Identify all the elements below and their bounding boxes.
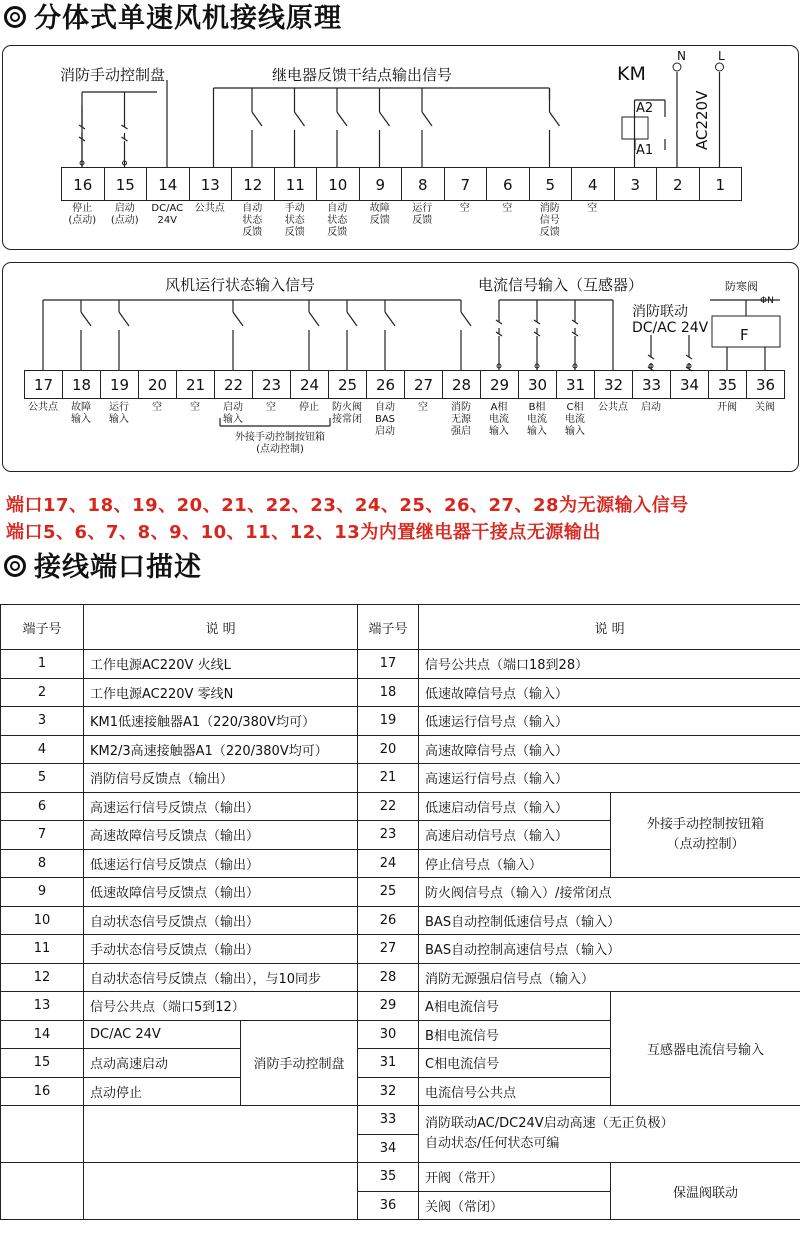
group-cell: 保温阀联动 bbox=[611, 1163, 800, 1220]
terminal-26: 26 bbox=[366, 370, 405, 399]
terminal-19-label: 运行 输入 bbox=[109, 402, 129, 425]
terminal-cell: 30 bbox=[358, 1020, 419, 1049]
terminal-7: 7 bbox=[444, 167, 488, 201]
terminal-16: 16 bbox=[61, 167, 105, 201]
terminal-cell: 34 bbox=[358, 1134, 419, 1163]
manual-panel-label: 消防手动控制盘 bbox=[60, 66, 166, 84]
description-cell: 低速故障信号点（输入） bbox=[419, 678, 800, 707]
description-cell: 信号公共点（端口18到28） bbox=[419, 650, 800, 679]
terminal-cell: 1 bbox=[1, 650, 84, 679]
header-desc-left: 说 明 bbox=[84, 605, 358, 650]
description-cell: BAS自动控制低速信号点（输入） bbox=[419, 906, 800, 935]
terminal-11-label: 手动 状态 反馈 bbox=[284, 203, 305, 238]
relay-contact bbox=[422, 112, 432, 126]
relay-contact bbox=[550, 112, 560, 126]
terminal-21: 21 bbox=[176, 370, 215, 399]
note-relay-outputs: 端口5、6、7、8、9、10、11、12、13为内置继电器干接点无源输出 bbox=[6, 522, 601, 543]
terminal-cell: 11 bbox=[1, 935, 84, 964]
input-contact bbox=[347, 312, 357, 326]
terminal-2: 2 bbox=[656, 167, 700, 201]
phi-n-label: ΦN bbox=[760, 296, 774, 306]
table-row bbox=[1, 906, 800, 935]
terminal-24: 24 bbox=[290, 370, 329, 399]
terminal-27: 27 bbox=[404, 370, 443, 399]
terminal-33-label: 启动 bbox=[641, 402, 661, 413]
section1-title: 分体式单速风机接线原理 bbox=[4, 2, 342, 36]
terminal-cell: 13 bbox=[1, 992, 84, 1021]
table-row bbox=[1, 992, 800, 1021]
n-label: N bbox=[677, 49, 686, 63]
terminal-cell: 32 bbox=[358, 1077, 419, 1106]
terminal-cell: 27 bbox=[358, 935, 419, 964]
section2-title: 接线端口描述 bbox=[4, 551, 202, 585]
terminal-17: 17 bbox=[24, 370, 63, 399]
terminal-21-label: 空 bbox=[190, 402, 200, 413]
terminal-10-label: 自动 状态 反馈 bbox=[327, 203, 348, 238]
current-input-label: 电流信号输入（互感器） bbox=[478, 276, 644, 294]
terminal-cell: 35 bbox=[358, 1163, 419, 1192]
terminal-cell: 4 bbox=[1, 735, 84, 764]
terminal-28-label: 消防 无源 强启 bbox=[451, 402, 471, 437]
description-cell: 手动状态信号反馈点（输出） bbox=[84, 935, 358, 964]
manual-button-box-label: 外接手动控制按钮箱 (点动控制) bbox=[235, 432, 325, 455]
description-cell: 点动停止 bbox=[84, 1077, 241, 1106]
f-box-label: F bbox=[740, 326, 749, 344]
terminal-cell: 22 bbox=[358, 792, 419, 821]
relay-contact bbox=[252, 112, 262, 126]
description-cell: 低速启动信号点（输入） bbox=[419, 792, 611, 821]
terminal-23: 23 bbox=[252, 370, 291, 399]
terminal-29: 29 bbox=[480, 370, 519, 399]
terminal-4: 4 bbox=[571, 167, 615, 201]
terminal-27-label: 空 bbox=[418, 402, 428, 413]
terminal-34: 34 bbox=[670, 370, 709, 399]
terminal-4-label: 空 bbox=[587, 203, 598, 214]
terminal-35-label: 开阀 bbox=[717, 402, 737, 413]
description-cell: 停止信号点（输入） bbox=[419, 849, 611, 878]
fire-voltage-label: DC/AC 24V bbox=[632, 320, 709, 336]
table-row bbox=[1, 678, 800, 707]
terminal-36: 36 bbox=[746, 370, 785, 399]
description-cell: 低速运行信号反馈点（输出） bbox=[84, 849, 358, 878]
terminal-cell: 23 bbox=[358, 821, 419, 850]
table-row bbox=[1, 764, 800, 793]
terminal-cell: 3 bbox=[1, 707, 84, 736]
relay-contact bbox=[337, 112, 347, 126]
terminal-cell: 25 bbox=[358, 878, 419, 907]
description-cell: DC/AC 24V bbox=[84, 1020, 241, 1049]
terminal-22: 22 bbox=[214, 370, 253, 399]
supply-terminal-icon bbox=[673, 63, 681, 71]
group-cell: 外接手动控制按钮箱 （点动控制） bbox=[611, 792, 800, 878]
empty-cell bbox=[1, 1106, 84, 1163]
terminal-cell: 5 bbox=[1, 764, 84, 793]
table-row bbox=[1, 650, 800, 679]
input-contact bbox=[81, 312, 91, 326]
terminal-36-label: 关阀 bbox=[755, 402, 775, 413]
table-row bbox=[1, 735, 800, 764]
terminal-18: 18 bbox=[62, 370, 101, 399]
terminal-cell: 9 bbox=[1, 878, 84, 907]
description-cell: 工作电源AC220V 火线L bbox=[84, 650, 358, 679]
fan-status-label: 风机运行状态输入信号 bbox=[165, 276, 316, 294]
terminal-1: 1 bbox=[699, 167, 743, 201]
terminal-13: 13 bbox=[189, 167, 233, 201]
terminal-cell: 36 bbox=[358, 1191, 419, 1220]
description-cell: 高速启动信号点（输入） bbox=[419, 821, 611, 850]
description-cell: A相电流信号 bbox=[419, 992, 611, 1021]
description-cell: 自动状态信号反馈点（输出） bbox=[84, 906, 358, 935]
terminal-8: 8 bbox=[401, 167, 445, 201]
description-cell: 高速故障信号反馈点（输出） bbox=[84, 821, 358, 850]
description-cell: 消防无源强启信号点（输入） bbox=[419, 963, 800, 992]
terminal-cell: 16 bbox=[1, 1077, 84, 1106]
description-cell: 低速运行信号点（输入） bbox=[419, 707, 800, 736]
table-row bbox=[1, 1106, 800, 1135]
terminal-25-label: 防火阀 接常闭 bbox=[332, 402, 362, 425]
terminal-16-label: 停止 (点动) bbox=[68, 203, 97, 226]
terminal-3: 3 bbox=[614, 167, 658, 201]
terminal-cell: 12 bbox=[1, 963, 84, 992]
terminal-cell: 21 bbox=[358, 764, 419, 793]
relay-contact bbox=[380, 112, 390, 126]
ac220v-label: AC220V bbox=[693, 90, 711, 150]
description-cell: 高速故障信号点（输入） bbox=[419, 735, 800, 764]
relay-output-label: 继电器反馈干结点输出信号 bbox=[272, 66, 453, 84]
terminal-15-label: 启动 (点动) bbox=[110, 203, 139, 226]
description-cell: 点动高速启动 bbox=[84, 1049, 241, 1078]
terminal-9-label: 故障 反馈 bbox=[369, 203, 390, 226]
terminal-cell: 6 bbox=[1, 792, 84, 821]
description-cell: 开阀（常开） bbox=[419, 1163, 611, 1192]
terminal-9: 9 bbox=[359, 167, 403, 201]
terminal-33: 33 bbox=[632, 370, 671, 399]
terminal-cell: 18 bbox=[358, 678, 419, 707]
header-desc-right: 说 明 bbox=[419, 605, 800, 650]
terminal-12: 12 bbox=[231, 167, 275, 201]
description-cell: 消防联动AC/DC24V启动高速（无正负极） 自动状态/任何状态可编 bbox=[419, 1106, 800, 1163]
terminal-30: 30 bbox=[518, 370, 557, 399]
description-cell: B相电流信号 bbox=[419, 1020, 611, 1049]
description-cell: 高速运行信号反馈点（输出） bbox=[84, 792, 358, 821]
terminal-cell: 19 bbox=[358, 707, 419, 736]
input-contact bbox=[119, 312, 129, 326]
table-row bbox=[1, 707, 800, 736]
terminal-cell: 2 bbox=[1, 678, 84, 707]
terminal-5: 5 bbox=[529, 167, 573, 201]
terminal-11: 11 bbox=[274, 167, 318, 201]
terminal-30-label: B相 电流 输入 bbox=[527, 402, 547, 437]
input-contact bbox=[233, 312, 243, 326]
terminal-cell: 26 bbox=[358, 906, 419, 935]
terminal-20: 20 bbox=[138, 370, 177, 399]
terminal-13-label: 公共点 bbox=[194, 203, 225, 214]
terminal-12-label: 自动 状态 反馈 bbox=[242, 203, 263, 238]
terminal-29-label: A相 电流 输入 bbox=[489, 402, 509, 437]
input-contact bbox=[461, 312, 471, 326]
fire-link-label: 消防联动 bbox=[632, 304, 688, 320]
description-cell: 低速故障信号反馈点（输出） bbox=[84, 878, 358, 907]
terminal-cell: 7 bbox=[1, 821, 84, 850]
description-cell: 防火阀信号点（输入）/接常闭点 bbox=[419, 878, 800, 907]
terminal-cell: 24 bbox=[358, 849, 419, 878]
table-row bbox=[1, 963, 800, 992]
terminal-cell: 10 bbox=[1, 906, 84, 935]
bullet-icon bbox=[4, 555, 26, 577]
description-cell: 高速运行信号点（输入） bbox=[419, 764, 800, 793]
terminal-14: 14 bbox=[146, 167, 190, 201]
terminal-35: 35 bbox=[708, 370, 747, 399]
wiring-lines bbox=[0, 0, 800, 480]
input-contact bbox=[385, 312, 395, 326]
description-cell: KM1低速接触器A1（220/380V均可） bbox=[84, 707, 358, 736]
terminal-24-label: 停止 bbox=[299, 402, 319, 413]
terminal-cell: 17 bbox=[358, 650, 419, 679]
input-contact bbox=[309, 312, 319, 326]
terminal-cell: 14 bbox=[1, 1020, 84, 1049]
terminal-20-label: 空 bbox=[152, 402, 162, 413]
description-cell: 关阀（常闭） bbox=[419, 1191, 611, 1220]
terminal-10: 10 bbox=[316, 167, 360, 201]
damper-actuator-icon bbox=[712, 316, 780, 347]
description-cell: 消防信号反馈点（输出） bbox=[84, 764, 358, 793]
terminal-18-label: 故障 输入 bbox=[71, 402, 91, 425]
terminal-cell: 31 bbox=[358, 1049, 419, 1078]
terminal-25: 25 bbox=[328, 370, 367, 399]
port-description-table bbox=[0, 604, 800, 1220]
terminal-32: 32 bbox=[594, 370, 633, 399]
terminal-23-label: 空 bbox=[266, 402, 276, 413]
description-cell: KM2/3高速接触器A1（220/380V均可） bbox=[84, 735, 358, 764]
group-cell: 消防手动控制盘 bbox=[241, 1020, 358, 1106]
note-passive-inputs: 端口17、18、19、20、21、22、23、24、25、26、27、28为无源输入信号 bbox=[6, 495, 689, 516]
description-cell: BAS自动控制高速信号点（输入） bbox=[419, 935, 800, 964]
terminal-cell: 28 bbox=[358, 963, 419, 992]
terminal-6: 6 bbox=[486, 167, 530, 201]
description-cell: 信号公共点（端口5到12） bbox=[84, 992, 358, 1021]
table-row bbox=[1, 935, 800, 964]
terminal-31: 31 bbox=[556, 370, 595, 399]
terminal-cell: 33 bbox=[358, 1106, 419, 1135]
terminal-31-label: C相 电流 输入 bbox=[565, 402, 585, 437]
terminal-8-label: 运行 反馈 bbox=[412, 203, 433, 226]
table-row bbox=[1, 878, 800, 907]
terminal-26-label: 自动 BAS 启动 bbox=[374, 402, 396, 437]
damper-label: 防寒阀 bbox=[725, 280, 758, 293]
terminal-32-label: 公共点 bbox=[598, 402, 628, 413]
description-cell: 电流信号公共点 bbox=[419, 1077, 611, 1106]
terminal-5-label: 消防 信号 反馈 bbox=[539, 203, 560, 238]
km-label: KM bbox=[617, 63, 646, 85]
terminal-19: 19 bbox=[100, 370, 139, 399]
l-label: L bbox=[718, 49, 725, 63]
empty-cell bbox=[84, 1106, 358, 1163]
a2-label: A2 bbox=[636, 101, 654, 116]
terminal-28: 28 bbox=[442, 370, 481, 399]
empty-cell bbox=[1, 1163, 84, 1220]
group-cell: 互感器电流信号输入 bbox=[611, 992, 800, 1106]
terminal-cell: 8 bbox=[1, 849, 84, 878]
supply-terminal-icon bbox=[716, 63, 724, 71]
empty-cell bbox=[84, 1163, 358, 1220]
header-terminal-left: 端子号 bbox=[1, 605, 84, 650]
relay-contact bbox=[295, 112, 305, 126]
a1-label: A1 bbox=[636, 143, 654, 158]
header-terminal-right: 端子号 bbox=[358, 605, 419, 650]
terminal-cell: 15 bbox=[1, 1049, 84, 1078]
description-cell: C相电流信号 bbox=[419, 1049, 611, 1078]
terminal-15: 15 bbox=[104, 167, 148, 201]
terminal-14-label: DC/AC 24V bbox=[151, 203, 184, 226]
terminal-17-label: 公共点 bbox=[28, 402, 58, 413]
table-row bbox=[1, 1163, 800, 1192]
terminal-cell: 20 bbox=[358, 735, 419, 764]
terminal-cell: 29 bbox=[358, 992, 419, 1021]
terminal-7-label: 空 bbox=[459, 203, 470, 214]
terminal-6-label: 空 bbox=[502, 203, 513, 214]
terminal-22-label: 启动 输入 bbox=[223, 402, 243, 425]
table-row bbox=[1, 792, 800, 821]
description-cell: 工作电源AC220V 零线N bbox=[84, 678, 358, 707]
description-cell: 自动状态信号反馈点（输出），与10同步 bbox=[84, 963, 358, 992]
